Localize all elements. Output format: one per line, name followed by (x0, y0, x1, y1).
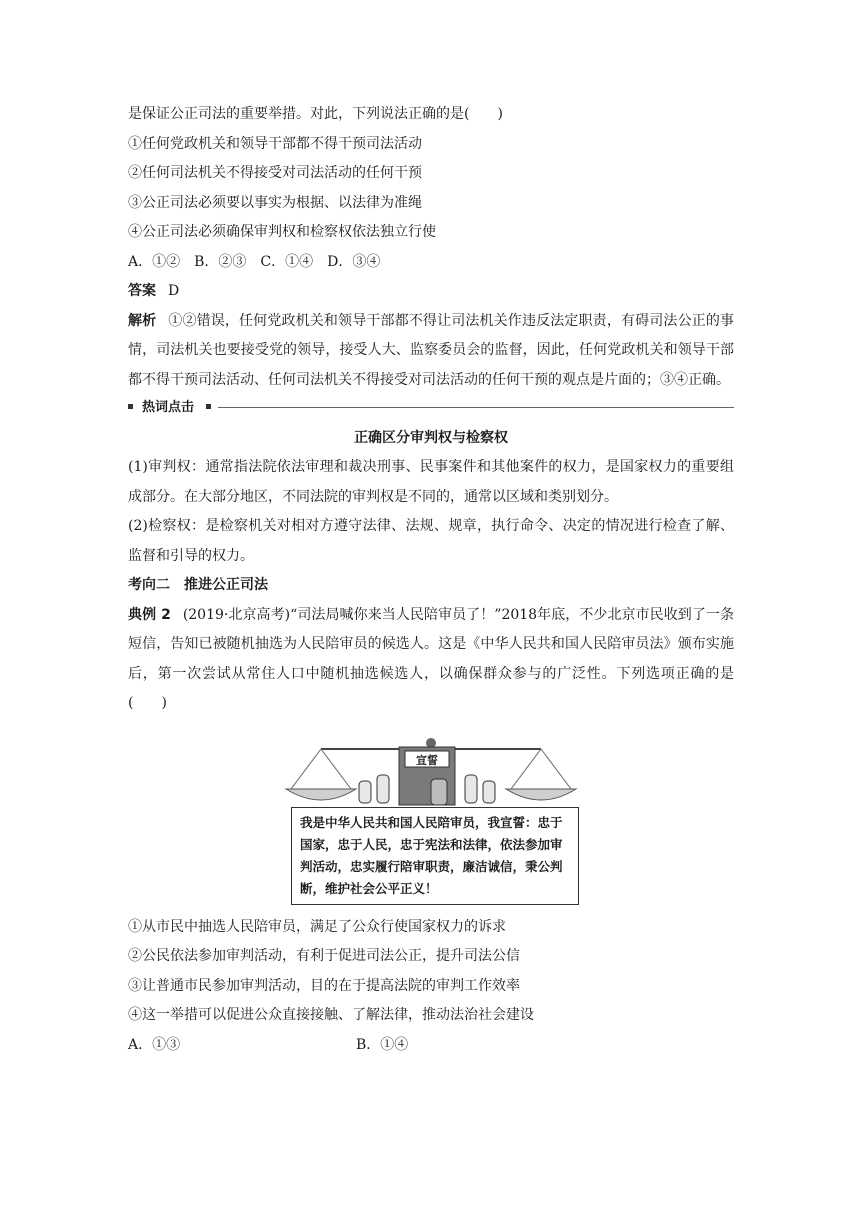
hot-words-label: 热词点击 (142, 400, 195, 415)
book-label: 宣誓 (416, 753, 438, 767)
statement-2: ②任何司法机关不得接受对司法活动的任何干预 (128, 165, 422, 181)
question-stem: 是保证公正司法的重要举措。对此，下列说法正确的是( ) (128, 106, 503, 122)
statement-4: ④公正司法必须确保审判权和检察权依法独立行使 (128, 224, 436, 240)
hot-words-title: 正确区分审判权与检察权 (354, 430, 508, 446)
choice-a: A．①③ (128, 1036, 181, 1053)
choice-b: B．①④ (356, 1036, 409, 1053)
statement-3: ③公正司法必须要以事实为根据、以法律为准绳 (128, 194, 422, 211)
answer-choices-row (128, 1031, 734, 1061)
document-page (128, 100, 734, 1060)
square-bullet-icon (206, 404, 211, 409)
square-bullet-icon (128, 404, 133, 409)
option-2: ②公民依法参加审判活动，有利于促进司法公正，提升司法公信 (128, 948, 520, 964)
oath-text-box: 我是中华人民共和国人民陪审员，我宣誓：忠于国家，忠于人民，忠于宪法和法律，依法参加审判活动，忠实履行陪审职责，廉洁诚信，秉公判断，维护社会公平正义！ (291, 807, 579, 905)
divider-rule (218, 407, 734, 408)
definition-procuratorial-power: (2)检察权：是检察机关对相对方遵守法律、法规、规章，执行命令、决定的情况进行检查了解、监督和引导的权力。 (128, 518, 734, 564)
example-label: 典例 2 (128, 606, 171, 623)
answer-label: 答案 (128, 283, 156, 299)
answer-choices: A．①② B．②③ C．①④ D．③④ (128, 253, 381, 270)
option-1: ①从市民中抽选人民陪审员，满足了公众行使国家权力的诉求 (128, 918, 506, 935)
option-3: ③让普通市民参加审判活动，目的在于提高法院的审判工作效率 (128, 977, 520, 994)
answer-row (128, 277, 734, 307)
analysis-paragraph (128, 307, 734, 396)
definition-judicial-power: (1)审判权：通常指法院依法审理和裁决刑事、民事案件和其他案件的权力，是国家权力的重要组成部分。在大部分地区，不同法院的审判权是不同的，通常以区域和类别划分。 (128, 459, 734, 505)
analysis-label: 解析 (128, 312, 157, 329)
example-paragraph (128, 601, 734, 719)
example-text: (2019·北京高考)“司法局喊你来当人民陪审员了！”2018年底，不少北京市民收到了一条短信，告知已被随机抽选为人民陪审员的候选人。这是《中华人民共和国人民陪审员法》颁布实施后，第一次尝试从常住人口中随机抽选候选人，以确保群众参与的广泛性。下列选项正确的是( ) (128, 606, 734, 711)
section-divider (128, 397, 734, 419)
option-4: ④这一举措可以促进公众直接接触、了解法律，推动法治社会建设 (128, 1007, 534, 1023)
statement-1: ①任何党政机关和领导干部都不得干预司法活动 (128, 135, 422, 152)
section-heading: 考向二 推进公正司法 (128, 577, 268, 593)
oath-illustration (281, 731, 581, 907)
analysis-text: ①②错误，任何党政机关和领导干部都不得让司法机关作违反法定职责，有碍司法公正的事情，司法机关也要接受党的领导，接受人大、监察委员会的监督，因此，任何党政机关和领导干部都不得干预司法活动、任何司法机关不得接受对司法活动的任何干预的观点是片面的；③④正确。 (128, 312, 735, 388)
answer-value: D (168, 283, 180, 299)
